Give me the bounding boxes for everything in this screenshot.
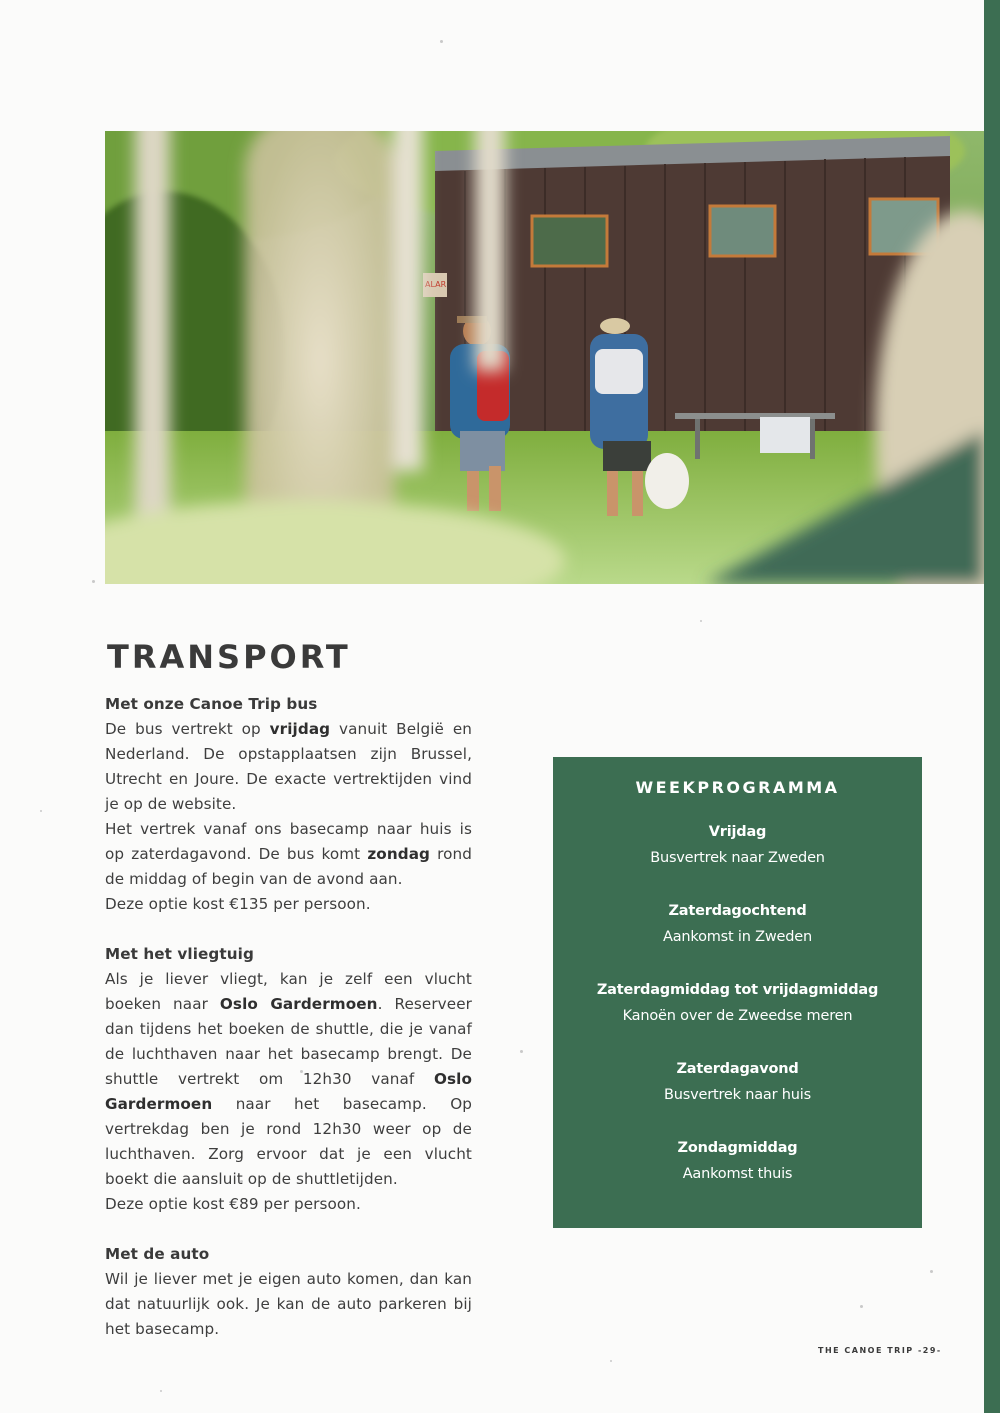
paragraph: Wil je liever met je eigen auto komen, dan kan dat natuurlijk ook. Je kan de auto parkeren bij het basecamp.	[105, 1270, 472, 1338]
schedule-item	[553, 977, 922, 1030]
schedule-desc: Busvertrek naar huis	[664, 1087, 811, 1103]
schedule-item	[553, 819, 922, 872]
schedule-item	[553, 1135, 922, 1188]
section-title-car: Met de auto	[105, 1245, 210, 1263]
schedule-desc: Aankomst thuis	[682, 1166, 793, 1182]
schedule-item	[553, 1056, 922, 1109]
schedule-day: Zondagmiddag	[677, 1140, 798, 1156]
schedule-item	[553, 898, 922, 951]
schedule-day: Zaterdagavond	[676, 1061, 799, 1077]
paragraph: Als je liever vliegt, kan je zelf een vlucht boeken naar Oslo Gardermoen. Reserveer dan tijdens het boeken de shuttle, die je vanaf de luchthaven naar het basecamp brengt. De shuttle vertrekt om 12h30 vanaf Oslo Gardermoen naar het basecamp. Op vertrekdag ben je rond 12h30 weer op de luchthaven. Zorg ervoor dat je een vlucht boekt die aansluit op de shuttletijden.	[105, 970, 473, 1188]
emphasis: zondag	[367, 845, 431, 863]
schedule-day: Vrijdag	[708, 824, 767, 840]
accent-side-bar	[984, 0, 1000, 1413]
page-footer: THE CANOE TRIP -29-	[818, 1346, 942, 1355]
transport-body	[105, 692, 472, 1342]
section-title-plane: Met het vliegtuig	[105, 945, 254, 963]
emphasis: vrijdag	[269, 720, 331, 738]
page-title: TRANSPORT	[107, 638, 351, 676]
spacer	[105, 917, 472, 942]
hero-photo	[105, 131, 984, 584]
spacer	[105, 1217, 472, 1242]
alarm-sign-text: ALAR	[425, 280, 447, 289]
schedule-desc: Busvertrek naar Zweden	[650, 850, 825, 866]
paragraph: Deze optie kost €135 per persoon.	[105, 895, 371, 913]
paragraph: Deze optie kost €89 per persoon.	[105, 1195, 361, 1213]
paragraph: De bus vertrekt op vrijdag vanuit België en Nederland. De opstapplaatsen zijn Brussel, Utrecht en Joure. De exacte vertrektijden vind je op de website.	[105, 720, 472, 813]
emphasis: Oslo Gardermoen	[105, 1070, 472, 1113]
schedule-desc: Aankomst in Zweden	[663, 929, 812, 945]
schedule-day: Zaterdagmiddag tot vrijdagmiddag	[596, 982, 879, 998]
schedule-day: Zaterdagochtend	[668, 903, 807, 919]
weekprogramma-title: WEEKPROGRAMMA	[635, 778, 840, 797]
schedule-desc: Kanoën over de Zweedse meren	[622, 1008, 853, 1024]
paragraph: Het vertrek vanaf ons basecamp naar huis is op zaterdagavond. De bus komt zondag rond de middag of begin van de avond aan.	[105, 820, 473, 888]
weekprogramma-box	[553, 757, 922, 1228]
section-title-bus: Met onze Canoe Trip bus	[105, 695, 318, 713]
emphasis: Oslo Gardermoen	[219, 995, 378, 1013]
